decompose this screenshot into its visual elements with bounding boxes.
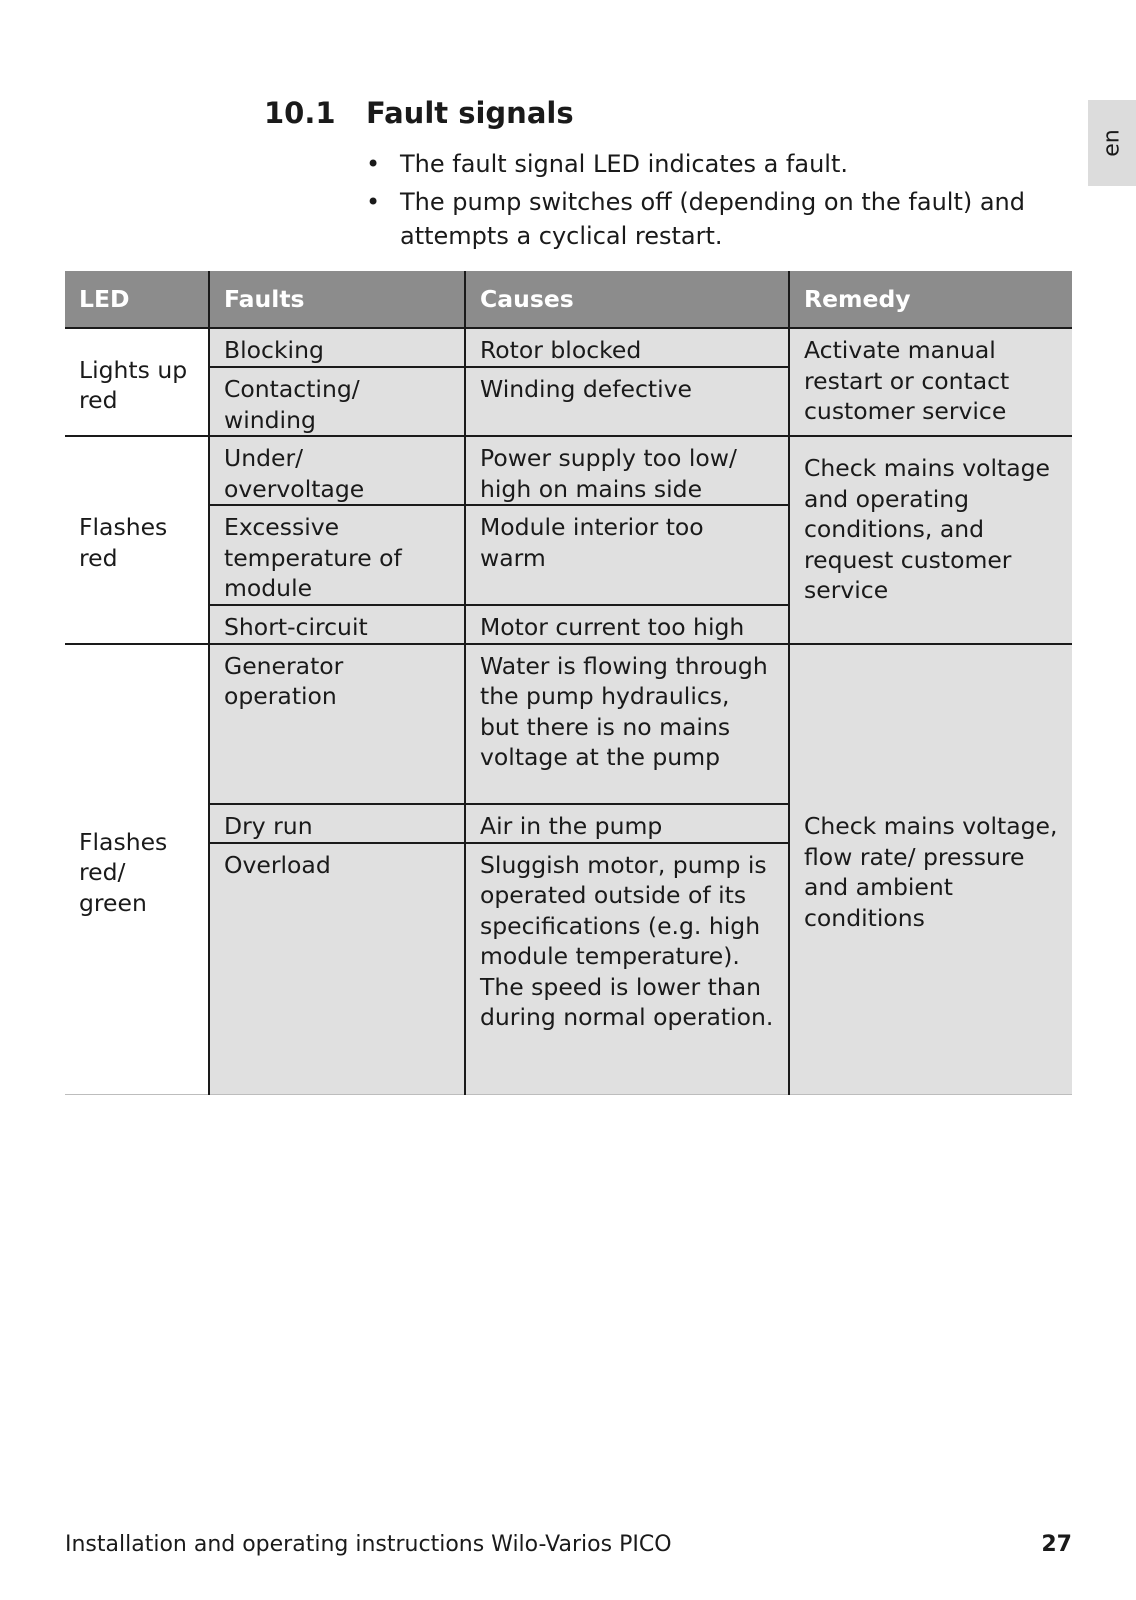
section-number: 10.1 (264, 96, 336, 130)
led-state-cell: Flashes red (65, 436, 209, 644)
cause-cell: Power supply too low/ high on mains side (465, 436, 789, 505)
language-tab-label: en (1099, 129, 1125, 157)
header-remedy: Remedy (789, 271, 1072, 328)
remedy-cell: Check mains voltage and operating conditions, and request customer service (789, 436, 1072, 644)
fault-cell: Dry run (209, 804, 465, 843)
led-state-cell: Lights up red (65, 328, 209, 436)
bullet-item (366, 147, 1066, 181)
bullet-item (366, 185, 1066, 253)
cause-cell: Water is flowing through the pump hydraulics, but there is no mains voltage at the pump (465, 644, 789, 804)
header-led: LED (65, 271, 209, 328)
bullet-dot-icon: • (366, 188, 381, 216)
bullet-list (366, 147, 1066, 257)
cause-cell: Module interior too warm (465, 505, 789, 605)
language-tab (1088, 100, 1136, 186)
remedy-cell: Activate manual restart or contact customer service (789, 328, 1072, 436)
bullet-text: The pump switches off (depending on the fault) and attempts a cyclical restart. (400, 188, 1025, 250)
header-faults: Faults (209, 271, 465, 328)
cause-cell: Rotor blocked (465, 328, 789, 367)
cause-cell: Motor current too high (465, 605, 789, 644)
fault-cell: Under/ overvoltage (209, 436, 465, 505)
fault-cell: Generator operation (209, 644, 465, 804)
fault-signals-table (65, 271, 1072, 1095)
table-header-row (65, 271, 1072, 328)
cause-cell: Sluggish motor, pump is operated outside of its specifications (e.g. high module temperature). The speed is lower than during normal operation. (465, 843, 789, 1095)
table-row (65, 328, 1072, 367)
section-title: Fault signals (366, 96, 574, 130)
fault-cell: Blocking (209, 328, 465, 367)
fault-cell: Contacting/ winding (209, 367, 465, 436)
cause-cell: Winding defective (465, 367, 789, 436)
table-row (65, 644, 1072, 804)
cause-cell: Air in the pump (465, 804, 789, 843)
bullet-dot-icon: • (366, 150, 381, 178)
table-row (65, 436, 1072, 505)
led-state-cell: Flashes red/ green (65, 644, 209, 1095)
fault-cell: Excessive temperature of module (209, 505, 465, 605)
fault-cell: Overload (209, 843, 465, 1095)
page-number: 27 (1041, 1532, 1072, 1557)
bullet-text: The fault signal LED indicates a fault. (400, 150, 849, 178)
footer-document-title: Installation and operating instructions Wilo-Varios PICO (65, 1532, 672, 1557)
remedy-cell: Check mains voltage, flow rate/ pressure and ambient conditions (789, 644, 1072, 1095)
header-causes: Causes (465, 271, 789, 328)
fault-cell: Short-circuit (209, 605, 465, 644)
